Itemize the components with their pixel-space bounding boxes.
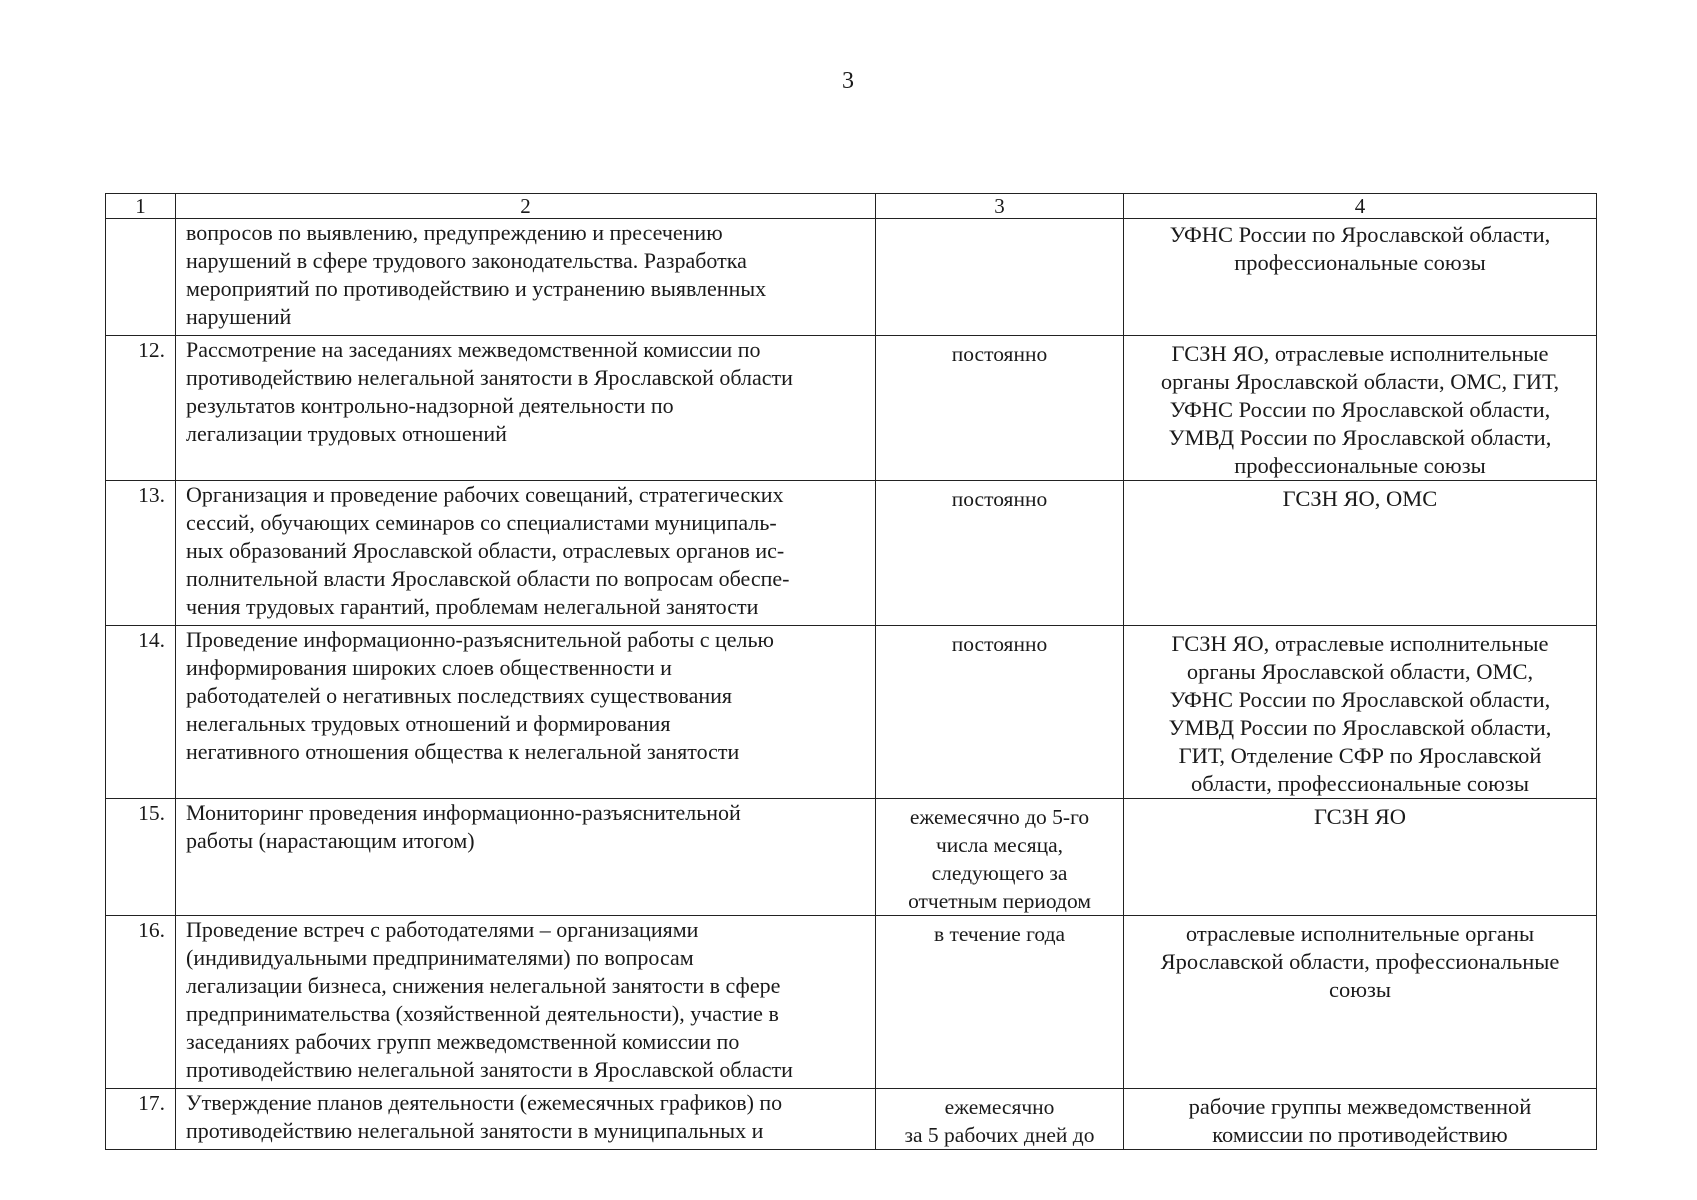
- activity-description-line: легализации бизнеса, снижения нелегальной занятости в сфере: [186, 973, 781, 998]
- activity-description-line: Мониторинг проведения информационно-разъяснительной: [186, 800, 741, 825]
- deadline-line: постоянно: [951, 342, 1048, 366]
- header-cell-4: 4: [1124, 194, 1597, 219]
- row-number: 13.: [106, 481, 176, 626]
- deadline: [876, 799, 1124, 916]
- row-number: 15.: [106, 799, 176, 916]
- responsible-executors-line: УФНС России по Ярославской области,: [1169, 397, 1551, 422]
- responsible-executors-line: ГСЗН ЯО, ОМС: [1282, 486, 1438, 511]
- deadline-line: ежемесячно: [944, 1095, 1055, 1119]
- activity-description-line: противодействию нелегальной занятости в муниципальных и: [186, 1118, 764, 1143]
- deadline: [876, 1089, 1124, 1150]
- activity-description-line: негативного отношения общества к нелегальной занятости: [186, 739, 740, 764]
- deadline: [876, 481, 1124, 626]
- table-row: [106, 336, 1597, 481]
- activity-description-line: полнительной власти Ярославской области по вопросам обеспе-: [186, 566, 790, 591]
- activity-description-line: нелегальных трудовых отношений и формирования: [186, 711, 671, 736]
- table-row: [106, 799, 1597, 916]
- deadline-line: за 5 рабочих дней до: [904, 1123, 1095, 1147]
- table-row: [106, 219, 1597, 336]
- activity-description: [176, 219, 876, 336]
- header-cell-1: 1: [106, 194, 176, 219]
- responsible-executors-line: УФНС России по Ярославской области,: [1169, 222, 1551, 247]
- row-number: [106, 219, 176, 336]
- responsible-executors-line: ГСЗН ЯО: [1313, 804, 1407, 829]
- activity-description-line: предпринимательства (хозяйственной деятельности), участие в: [186, 1001, 779, 1026]
- activity-description-line: Проведение информационно-разъяснительной работы с целью: [186, 627, 774, 652]
- table-row: [106, 626, 1597, 799]
- deadline: [876, 336, 1124, 481]
- activity-description: [176, 916, 876, 1089]
- activity-description-line: результатов контрольно-надзорной деятельности по: [186, 393, 674, 418]
- header-cell-2: 2: [176, 194, 876, 219]
- table-header-row: [106, 194, 1597, 219]
- activity-description-line: Проведение встреч с работодателями – организациями: [186, 917, 699, 942]
- activity-description: [176, 481, 876, 626]
- activity-description-line: заседаниях рабочих групп межведомственной комиссии по: [186, 1029, 740, 1054]
- responsible-executors-line: ГСЗН ЯО, отраслевые исполнительные: [1171, 341, 1549, 366]
- deadline: [876, 916, 1124, 1089]
- responsible-executors: [1124, 481, 1597, 626]
- table-row: [106, 481, 1597, 626]
- responsible-executors: [1124, 799, 1597, 916]
- responsible-executors-line: профессиональные союзы: [1234, 250, 1486, 275]
- table-row: [106, 1089, 1597, 1150]
- responsible-executors: [1124, 1089, 1597, 1150]
- activity-description-line: работы (нарастающим итогом): [186, 828, 475, 853]
- activity-description-line: противодействию нелегальной занятости в Ярославской области: [186, 365, 793, 390]
- activity-description-line: нарушений в сфере трудового законодательства. Разработка: [186, 248, 747, 273]
- responsible-executors-line: рабочие группы межведомственной: [1188, 1094, 1532, 1119]
- row-number: 16.: [106, 916, 176, 1089]
- responsible-executors-line: союзы: [1328, 977, 1392, 1002]
- responsible-executors: [1124, 916, 1597, 1089]
- activity-description-line: чения трудовых гарантий, проблемам нелегальной занятости: [186, 594, 759, 619]
- deadline-line: постоянно: [951, 487, 1048, 511]
- activity-description: [176, 1089, 876, 1150]
- activity-description-line: сессий, обучающих семинаров со специалистами муниципаль-: [186, 510, 777, 535]
- responsible-executors-line: ГСЗН ЯО, отраслевые исполнительные: [1171, 631, 1549, 656]
- activity-description: [176, 626, 876, 799]
- deadline: [876, 626, 1124, 799]
- plan-table: [105, 193, 1597, 1150]
- responsible-executors-line: УФНС России по Ярославской области,: [1169, 687, 1551, 712]
- responsible-executors-line: комиссии по противодействию: [1212, 1122, 1508, 1147]
- activity-description-line: Утверждение планов деятельности (ежемесячных графиков) по: [186, 1090, 783, 1115]
- table-row: [106, 916, 1597, 1089]
- deadline-line: числа месяца,: [935, 833, 1064, 857]
- responsible-executors: [1124, 336, 1597, 481]
- activity-description-line: вопросов по выявлению, предупреждению и пресечению: [186, 220, 723, 245]
- responsible-executors: [1124, 219, 1597, 336]
- responsible-executors-line: органы Ярославской области, ОМС, ГИТ,: [1160, 369, 1560, 394]
- activity-description: [176, 336, 876, 481]
- activity-description-line: Организация и проведение рабочих совещаний, стратегических: [186, 482, 784, 507]
- responsible-executors-line: профессиональные союзы: [1234, 453, 1486, 478]
- activity-description-line: противодействию нелегальной занятости в Ярославской области: [186, 1057, 793, 1082]
- deadline: [876, 219, 1124, 336]
- activity-description-line: Рассмотрение на заседаниях межведомственной комиссии по: [186, 337, 761, 362]
- deadline-line: отчетным периодом: [908, 889, 1091, 913]
- activity-description-line: легализации трудовых отношений: [186, 421, 507, 446]
- responsible-executors-line: ГИТ, Отделение СФР по Ярославской: [1178, 743, 1542, 768]
- activity-description-line: работодателей о негативных последствиях существования: [186, 683, 732, 708]
- activity-description: [176, 799, 876, 916]
- page-number: 3: [842, 68, 855, 94]
- row-number: 12.: [106, 336, 176, 481]
- responsible-executors-line: УМВД России по Ярославской области,: [1168, 715, 1552, 740]
- activity-description-line: информирования широких слоев общественности и: [186, 655, 672, 680]
- responsible-executors-line: отраслевые исполнительные органы: [1185, 921, 1535, 946]
- activity-description-line: нарушений: [186, 304, 292, 329]
- row-number: 14.: [106, 626, 176, 799]
- responsible-executors-line: области, профессиональные союзы: [1191, 771, 1529, 796]
- responsible-executors-line: УМВД России по Ярославской области,: [1168, 425, 1552, 450]
- activity-description-line: (индивидуальными предпринимателями) по вопросам: [186, 945, 694, 970]
- responsible-executors: [1124, 626, 1597, 799]
- deadline-line: ежемесячно до 5-го: [909, 805, 1090, 829]
- deadline-line: следующего за: [931, 861, 1068, 885]
- header-cell-3: 3: [876, 194, 1124, 219]
- row-number: 17.: [106, 1089, 176, 1150]
- activity-description-line: мероприятий по противодействию и устранению выявленных: [186, 276, 767, 301]
- deadline-line: в течение года: [933, 922, 1066, 946]
- responsible-executors-line: органы Ярославской области, ОМС,: [1186, 659, 1534, 684]
- deadline-line: постоянно: [951, 632, 1048, 656]
- activity-description-line: ных образований Ярославской области, отраслевых органов ис-: [186, 538, 785, 563]
- responsible-executors-line: Ярославской области, профессиональные: [1160, 949, 1560, 974]
